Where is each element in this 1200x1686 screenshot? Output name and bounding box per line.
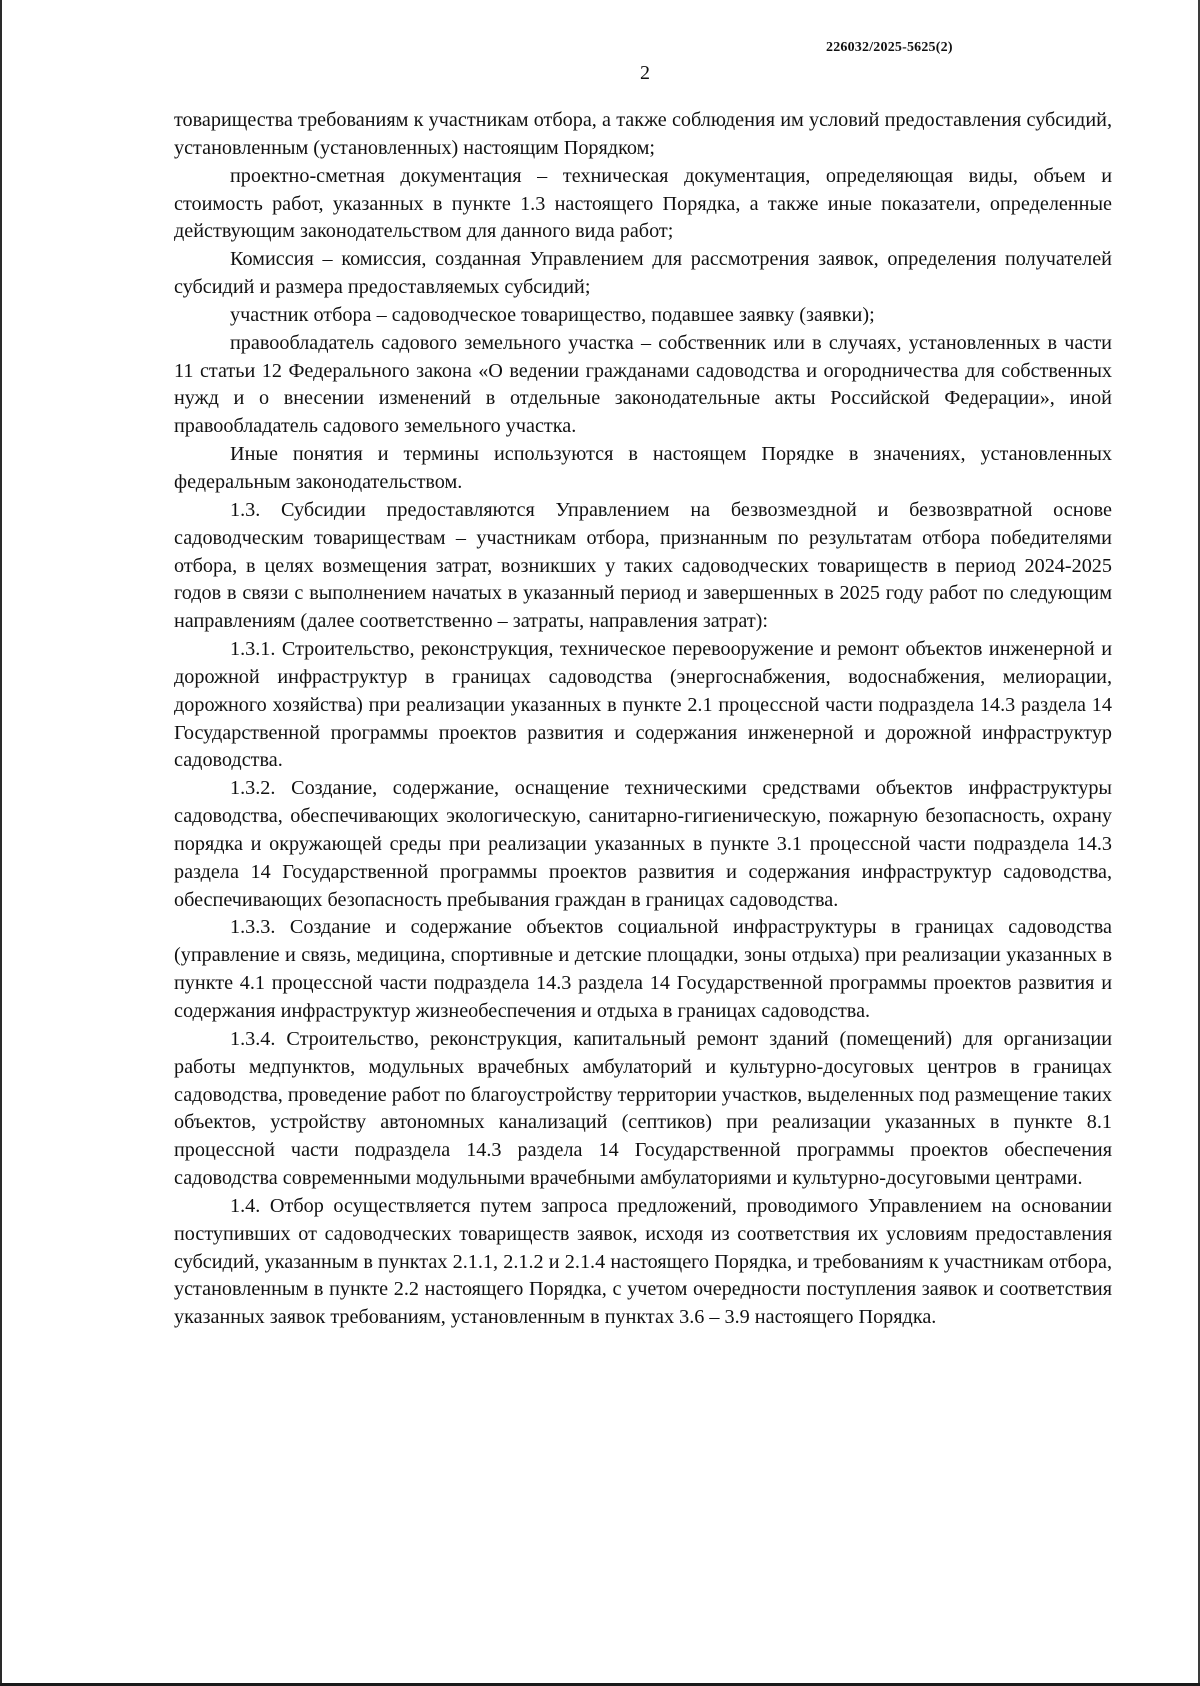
paragraph-1-3-3: 1.3.3. Создание и содержание объектов социальной инфраструктуры в границах садоводства (управление и связь, медицина, спортивные и детские площадки, зоны отдыха) при реализации указанных в пункте 4.1 процессной части подраздела 14.3 раздела 14 Государственной программы проектов развития и содержания инфраструктур жизнеобеспечения и отдыха в границах садоводства. <box>174 916 1112 1022</box>
paragraph-1-3-1: 1.3.1. Строительство, реконструкция, техническое перевооружение и ремонт объектов инженерной и дорожной инфраструктур в границах садоводства (энергоснабжения, водоснабжения, мелиорации, дорожного хозяйства) при реализации указанных в пункте 2.1 процессной части подраздела 14.3 раздела 14 Государственной программы проектов развития и содержания инженерной и дорожной инфраструктур садоводства. <box>174 638 1112 772</box>
paragraph-continuation: товарищества требованиям к участникам отбора, а также соблюдения им условий предоставления субсидий, установленным (установленных) настоящим Порядком; <box>174 109 1112 159</box>
paragraph-1-3-2: 1.3.2. Создание, содержание, оснащение техническими средствами объектов инфраструктуры садоводства, обеспечивающих экологическую, санитарно-гигиеническую, пожарную безопасность, охрану порядка и окружающей среды при реализации указанных в пункте 3.1 процессной части подраздела 14.3 раздела 14 Государственной программы проектов развития и содержания инфраструктур садоводства, обеспечивающих безопасность пребывания граждан в границах садоводства. <box>174 777 1112 911</box>
paragraph-definition-commission: Комиссия – комиссия, созданная Управлением для рассмотрения заявок, определения получателей субсидий и размера предоставляемых субсидий; <box>174 248 1112 299</box>
paragraph-1-4: 1.4. Отбор осуществляется путем запроса предложений, проводимого Управлением на основании поступивших от садоводческих товариществ заявок, исходя из соответствия их условиям предоставления субсидий, указанным в пунктах 2.1.1, 2.1.2 и 2.1.4 настоящего Порядка, и требованиям к участникам отбора, установленным в пункте 2.2 настоящего Порядка, с учетом очередности поступления заявок и соответствия указанных заявок требованиям, установленным в пунктах 3.6 – 3.9 настоящего Порядка. <box>174 1194 1112 1329</box>
document-registration-number: 226032/2025-5625(2) <box>826 40 953 55</box>
paragraph-1-3-4: 1.3.4. Строительство, реконструкция, капитальный ремонт зданий (помещений) для организации работы медпунктов, модульных врачебных амбулаторий и культурно-досуговых центров в границах садоводства, проведение работ по благоустройству территории участков, выделенных под размещение таких объектов, устройству автономных канализаций (септиков) при реализации указанных в пункте 8.1 процессной части подраздела 14.3 раздела 14 Государственной программы проектов обеспечения садоводства современными модульными врачебными амбулаториями и культурно-досуговыми центрами. <box>174 1027 1112 1190</box>
scan-edge-left <box>0 0 2 1686</box>
paragraph-definition-design-documentation: проектно-сметная документация – техническая документация, определяющая виды, объем и стоимость работ, указанных в пункте 1.3 настоящего Порядка, а также иные показатели, определенные действующим законодательством для данного вида работ; <box>174 164 1112 243</box>
paragraph-1-3: 1.3. Субсидии предоставляются Управлением на безвозмездной и безвозвратной основе садоводческим товариществам – участникам отбора, признанным по результатам отбора победителями отбора, в целях возмещения затрат, возникших у таких садоводческих товариществ в период 2024-2025 годов в связи с выполнением начатых в указанный период и завершенных в 2025 году работ по следующим направлениям (далее соответственно – затраты, направления затрат): <box>174 498 1112 633</box>
page-number: 2 <box>640 62 650 84</box>
paragraph-definition-participant: участник отбора – садоводческое товарищество, подавшее заявку (заявки); <box>230 303 875 326</box>
document-body <box>174 107 1112 1332</box>
paragraph-definition-rightholder: правообладатель садового земельного участка – собственник или в случаях, установленных в части 11 статьи 12 Федерального закона «О ведении гражданами садоводства и огородничества для собственных нужд и о внесении изменений в отдельные законодательные акты Российской Федерации», иной правообладатель садового земельного участка. <box>174 331 1112 438</box>
paragraph-other-terms: Иные понятия и термины используются в настоящем Порядке в значениях, установленных федеральным законодательством. <box>174 443 1112 493</box>
